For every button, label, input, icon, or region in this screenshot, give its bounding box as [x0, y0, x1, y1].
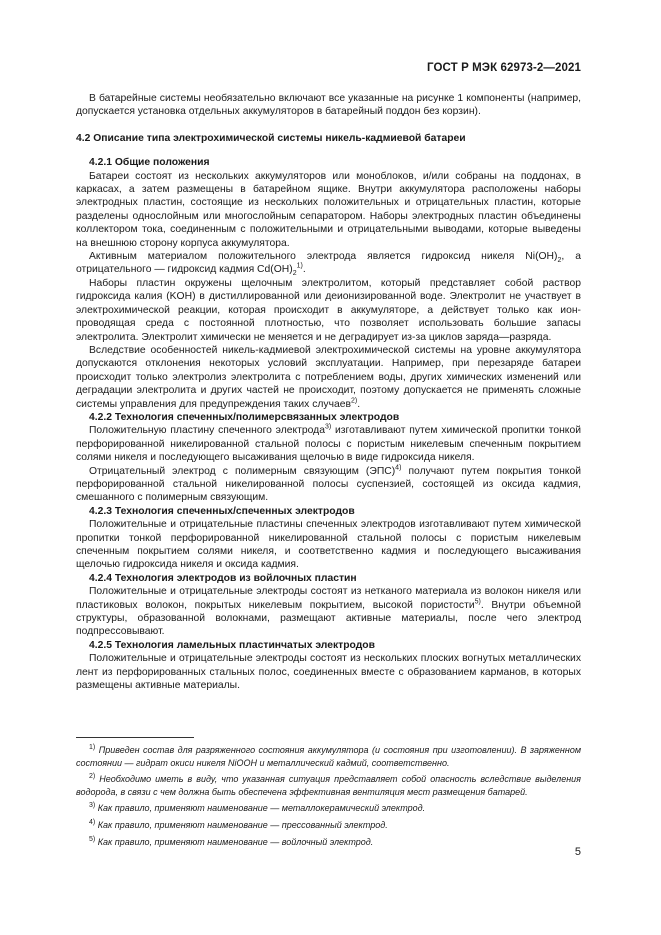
intro-paragraph: В батарейные системы необязательно включают все указанные на рисунке 1 компоненты (например, допускается установка отдельных аккумуляторов в батарейный поддон без корзин).: [76, 93, 581, 118]
text-run: Положительную пластину спеченного электрода: [89, 425, 325, 437]
footnote-text: Необходимо иметь в виду, что указанная ситуация представляет собой опасность вследствие выделения водорода, в связи с чем должна быть обеспечена эффективная вентиляция мест размещения батарей.: [76, 774, 581, 797]
paragraph: Батареи состоят из нескольких аккумуляторов или моноблоков, и/или собраны на поддонах, в каркасах, а затем размещены в батарейном ящике. Внутри аккумулятора расположены наборы электродных пластин, состоящие из нескольких положительных и отрицательных пластин, которые разделены однослойным или многослойным сепаратором. Наборы электродных пластин объединены коллектором тока, соединенным с положительными и отрицательными выводами, которые выведены на внешнюю сторону корпуса аккумулятора.: [76, 170, 581, 249]
text-run: .: [302, 264, 306, 276]
footnote-ref: 2): [351, 397, 358, 405]
footnote: [76, 802, 581, 815]
footnote: [76, 819, 581, 832]
paragraph: Положительные и отрицательные пластины спеченных электродов изготавливают путем химической пропитки тонкой перфорированной никелированной стальной полосы с пористым никелевым спеченным покрытием солями никеля, и соответственно кадмия и последующего высаживания щелочью гидроксида никеля и оксида кадмия.: [76, 519, 581, 571]
page-number: 5: [574, 846, 581, 858]
text-run: . Внутри объемной структуры, образованной волокнами, размещают активные материалы, после чего электрод подпрессовывают.: [76, 599, 581, 638]
paragraph: Положительные и отрицательные электроды состоят из нескольких плоских вогнутых металлических лент из перфорированных стальных полос, соединенных вместе с образованием карманов, в которых размещены активные материалы.: [76, 653, 581, 692]
footnote-ref: 4): [395, 464, 402, 472]
text-run: Отрицательный электрод с полимерным связующим (ЭПС): [89, 465, 396, 477]
footnote-mark: 2): [89, 773, 96, 781]
text-run: Активным материалом положительного электрода является гидроксид никеля Ni(OH): [89, 251, 558, 263]
footnote-mark: 4): [89, 818, 96, 826]
footnote-text: Как правило, применяют наименование — металлокерамический электрод.: [97, 803, 426, 814]
footnote-text: Приведен состав для разряженного состояния аккумулятора (и состояния при изготовлении). В заряженном состоянии — гидрат окиси никеля NiOOH и металлический кадмий, соответственно.: [76, 745, 581, 768]
footnote-ref: 1): [296, 263, 303, 271]
paragraph: [76, 250, 581, 277]
paragraph: [76, 424, 581, 464]
footnote-text: Как правило, применяют наименование — прессованный электрод.: [97, 819, 388, 830]
footnote-divider: [76, 737, 194, 738]
paragraph: [76, 344, 581, 411]
paragraph: Наборы пластин окружены щелочным электролитом, который представляет собой раствор гидроксида калия (KOH) в дистиллированной или деионизированной воде. Электролит не участвует в электрохимической реакции, которая происходит в аккумуляторе, а действует только как ион-проводящая среда с постоянной плотностью, что позволяет использовать большие запасы электролита. Электролит химически не меняется и не деградирует из-за циклов заряда—разряда.: [76, 277, 581, 343]
footnote: [76, 836, 581, 849]
footnote-text: Как правило, применяют наименование — войлочный электрод.: [97, 836, 374, 847]
footnote: [76, 744, 581, 769]
text-run: изготавливают путем химической пропитки тонкой перфорированной никелированной стальной полосы с пористым никелевым спеченным покрытием солями никеля и последующего высаживания щелочью в виде гидроксида никеля.: [76, 425, 581, 464]
footnote-ref: 5): [474, 598, 481, 606]
paragraph: [76, 585, 581, 639]
footnote-mark: 1): [89, 744, 96, 751]
footnotes: [76, 744, 581, 852]
standard-code-header: ГОСТ Р МЭК 62973-2—2021: [427, 62, 581, 74]
text-run: Вследствие особенностей никель-кадмиевой электрохимической системы на уровне аккумулятора допускаются отклонения некоторых условий эксплуатации. Например, при перезаряде батареи происходит только электролиз электролита с потреблением воды, других химических изменений или деградации электролита и других частей не происходит, поэтому допускается не применять сложные системы управления для предупреждения таких случаев: [76, 344, 581, 410]
section-4-2-title: 4.2 Описание типа электрохимической системы никель-кадмиевой батареи: [76, 132, 466, 144]
footnote-mark: 5): [89, 835, 96, 843]
subscript: 2: [557, 257, 562, 265]
text-run: получают путем покрытия тонкой перфорированной стальной никелированной полосы суспензией, состоящей из оксида кадмия, смешанного с полимерным связующим.: [76, 465, 581, 504]
text-run: Положительные и отрицательные электроды состоят из нетканого материала из волокон никеля или пластиковых волокон, покрытых никелевым покрытием, высокой пористости: [76, 586, 581, 611]
footnote: [76, 773, 581, 798]
text-run: .: [357, 398, 361, 410]
subscript: 2: [292, 270, 297, 278]
section-4-2-1-title: 4.2.1 Общие положения: [89, 157, 210, 169]
text-run: , а отрицательного — гидроксид кадмия Cd(OH): [76, 251, 581, 276]
body-text: [76, 92, 581, 692]
section-4-2-5-title: 4.2.5 Технология ламельных пластинчатых электродов: [89, 639, 375, 651]
section-4-2-2-title: 4.2.2 Технология спеченных/полимерсвязанных электродов: [89, 411, 400, 423]
section-4-2-4-title: 4.2.4 Технология электродов из войлочных пластин: [89, 572, 357, 584]
section-4-2-3-title: 4.2.3 Технология спеченных/спеченных электродов: [89, 505, 355, 517]
footnote-ref: 3): [324, 423, 332, 431]
paragraph: [76, 465, 581, 505]
footnote-mark: 3): [89, 802, 96, 810]
